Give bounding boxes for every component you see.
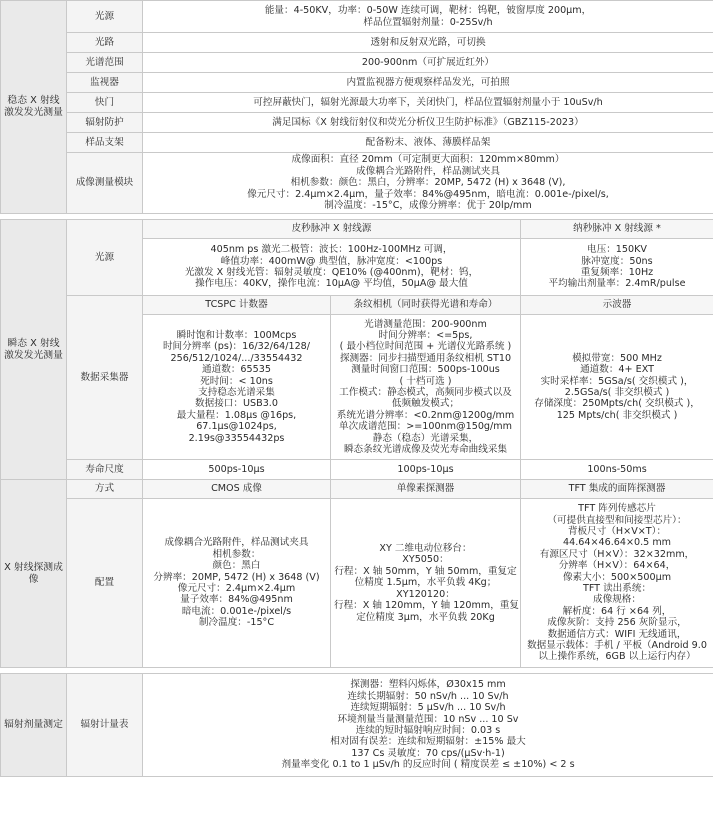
oscilloscope-title: 示波器 [521, 296, 713, 315]
row-label: 光谱范围 [67, 53, 143, 73]
row-label: 快门 [67, 93, 143, 113]
mode-single-pixel: 单像素探测器 [331, 480, 521, 499]
tft-config: TFT 阵列传感芯片 （可提供直接型和间接型芯片）： 背板尺寸（H×V×T）： 44.64×46.64×0.5 mm 有源区尺寸（H×V）：32×32mm， 分辨率（H×V）：64×64， 像素大小：500×500μm TFT 读出系统： 成像规格： 解析度：64 行 ×64 列， 成像灰阶：支持 256 灰阶显示， 数据通信方式：WIFI 无线通讯， 数据显示载体：手机 / 平板（Android 9.0 以上操作系统，6GB 以上运行内存） [521, 499, 713, 668]
steady-row-spectral-range [1, 53, 713, 73]
steady-row-optical-path [1, 33, 713, 53]
row-label: 数据采集器 [67, 296, 143, 460]
steady-row-shutter [1, 93, 713, 113]
transient-row-lifetime [1, 460, 713, 480]
pico-source-title: 皮秒脉冲 X 射线源 [143, 220, 521, 239]
steady-row-monitor [1, 73, 713, 93]
imaging-section-label: X 射线探测成像 [1, 480, 67, 668]
steady-row-radiation-protection [1, 113, 713, 133]
steady-section-label: 稳态 X 射线激发发光测量 [1, 1, 67, 214]
row-label: 辐射防护 [67, 113, 143, 133]
row-label: 配置 [67, 499, 143, 668]
lifetime-tcspc: 500ps-10μs [143, 460, 331, 480]
cmos-config: 成像耦合光路附件，样品测试夹具 相机参数： 颜色：黑白 分辨率：20MP, 5472 (H) x 3648 (V) 像元尺寸：2.4μm×2.4μm 量子效率：84%@495nm 暗电流：0.001e-/pixel/s 制冷温度：-15°C [143, 499, 331, 668]
oscilloscope-specs: 模拟带宽：500 MHz 通道数：4+ EXT 实时采样率：5GSa/s( 交织模式 )， 2.5GSa/s( 非交织模式 ) 存储深度：250Mpts/ch( 交织模式 )， 125 Mpts/ch( 非交织模式 ) [521, 315, 713, 460]
row-label: 寿命尺度 [67, 460, 143, 480]
steady-row-sample-holder [1, 133, 713, 153]
row-value: 成像面积：直径 20mm（可定制更大面积：120mm×80mm） 成像耦合光路附件，样品测试夹具 相机参数：颜色：黑白，分辨率：20MP, 5472 (H) x 3648 (V), 像元尺寸：2.4μm×2.4μm，量子效率：84%@495nm，暗电流：0.001e-/pixel/s, 制冷温度：-15°C，成像分辨率：优于 20lp/mm [143, 153, 713, 214]
row-value: 满足国标《X 射线衍射仪和荧光分析仪卫生防护标准》（GBZ115-2023） [143, 113, 713, 133]
pico-source-specs: 405nm ps 激光二极管：波长：100Hz-100MHz 可调， 峰值功率：400mW@ 典型值，脉冲宽度：<100ps 光激发 X 射线光管：辐射灵敏度：QE10% (@400nm)，靶材：钨， 操作电压：40KV，操作电流：10μA@ 平均值，50μA@ 最大值 [143, 239, 521, 296]
row-label: 辐射计量表 [67, 674, 143, 777]
nano-source-title: 纳秒脉冲 X 射线源 * [521, 220, 713, 239]
row-label: 成像测量模块 [67, 153, 143, 214]
row-value: 透射和反射双光路，可切换 [143, 33, 713, 53]
lifetime-streak: 100ps-10μs [331, 460, 521, 480]
lifetime-osc: 100ns-50ms [521, 460, 713, 480]
mode-tft-array: TFT 集成的面阵探测器 [521, 480, 713, 499]
dose-section-label: 辐射剂量测定 [1, 674, 67, 777]
imaging-row-modes [1, 480, 713, 499]
row-label: 光路 [67, 33, 143, 53]
mode-cmos: CMOS 成像 [143, 480, 331, 499]
row-value: 200-900nm（可扩展近红外） [143, 53, 713, 73]
row-value: 内置监视器方便观察样品发光，可拍照 [143, 73, 713, 93]
tcspc-title: TCSPC 计数器 [143, 296, 331, 315]
row-value: 配备粉末、液体、薄膜样品架 [143, 133, 713, 153]
dose-meter-specs: 探测器：塑料闪烁体，Ø30x15 mm 连续长期辐射：50 nSv/h ... 10 Sv/h 连续短期辐射：5 μSv/h ... 10 Sv/h 环境剂量当量测量范围：10 nSv ... 10 Sv 连续的短时辐射响应时间：0.03 s 相对固有误差：连续和短期辐射：±15% 最大 137 Cs 灵敏度：70 cps/(μSv·h-1) 剂量率变化 0.1 to 1 μSv/h 的反应时间 ( 精度误差 ≤ ±10%) < 2 s [143, 674, 713, 777]
row-label: 方式 [67, 480, 143, 499]
row-value: 可控屏蔽快门，辐射光源最大功率下，关闭快门，样品位置辐射剂量小于 10uSv/h [143, 93, 713, 113]
imaging-row-config [1, 499, 713, 668]
row-label: 光源 [67, 220, 143, 296]
nano-source-specs: 电压：150KV 脉冲宽度：50ns 重复频率：10Hz 平均输出剂量率：2.4mR/pulse [521, 239, 713, 296]
row-label: 样品支架 [67, 133, 143, 153]
tcspc-specs: 瞬时饱和计数率：100Mcps 时间分辨率 (ps)：16/32/64/128/ 256/512/1024/.../33554432 通道数：65535 死时间：< 10ns 支持稳态光谱采集 数据接口：USB3.0 最大量程：1.08μs @16ps, 67.1μs@1024ps, 2.19s@33554432ps [143, 315, 331, 460]
steady-row-source [1, 1, 713, 33]
streak-camera-title: 条纹相机（同时获得光谱和寿命） [331, 296, 521, 315]
transient-row-source-titles [1, 220, 713, 239]
transient-row-acq-titles [1, 296, 713, 315]
transient-section-label: 瞬态 X 射线激发发光测量 [1, 220, 67, 480]
row-label: 监视器 [67, 73, 143, 93]
row-value: 能量：4-50KV，功率：0-50W 连续可调，靶材：钨靶，铍窗厚度 200μm， 样品位置辐射剂量：0-25Sv/h [143, 1, 713, 33]
dose-row [1, 674, 713, 777]
row-label: 光源 [67, 1, 143, 33]
single-pixel-config: XY 二维电动位移台： XY5050： 行程：X 轴 50mm，Y 轴 50mm，重复定 位精度 1.5μm，水平负载 4Kg； XY120120： 行程：X 轴 120mm，Y 轴 120mm，重复 定位精度 3μm，水平负载 20Kg [331, 499, 521, 668]
steady-row-imaging-module [1, 153, 713, 214]
streak-camera-specs: 光谱测量范围：200-900nm 时间分辨率：<=5ps, ( 最小档位时间范围 + 光谱仪光路系统 ) 探测器：同步扫描型通用条纹相机 ST10 测量时间窗口范围：500ps-100us ( 十档可选 ) 工作模式：静态模式，高频同步模式以及 低频触发模式； 系统光谱分辨率：<0.2nm@1200g/mm 单次成谱范围：>=100nm@150g/mm 静态（稳态）光谱采集， 瞬态条纹光谱成像及荧光寿命曲线采集 [331, 315, 521, 460]
